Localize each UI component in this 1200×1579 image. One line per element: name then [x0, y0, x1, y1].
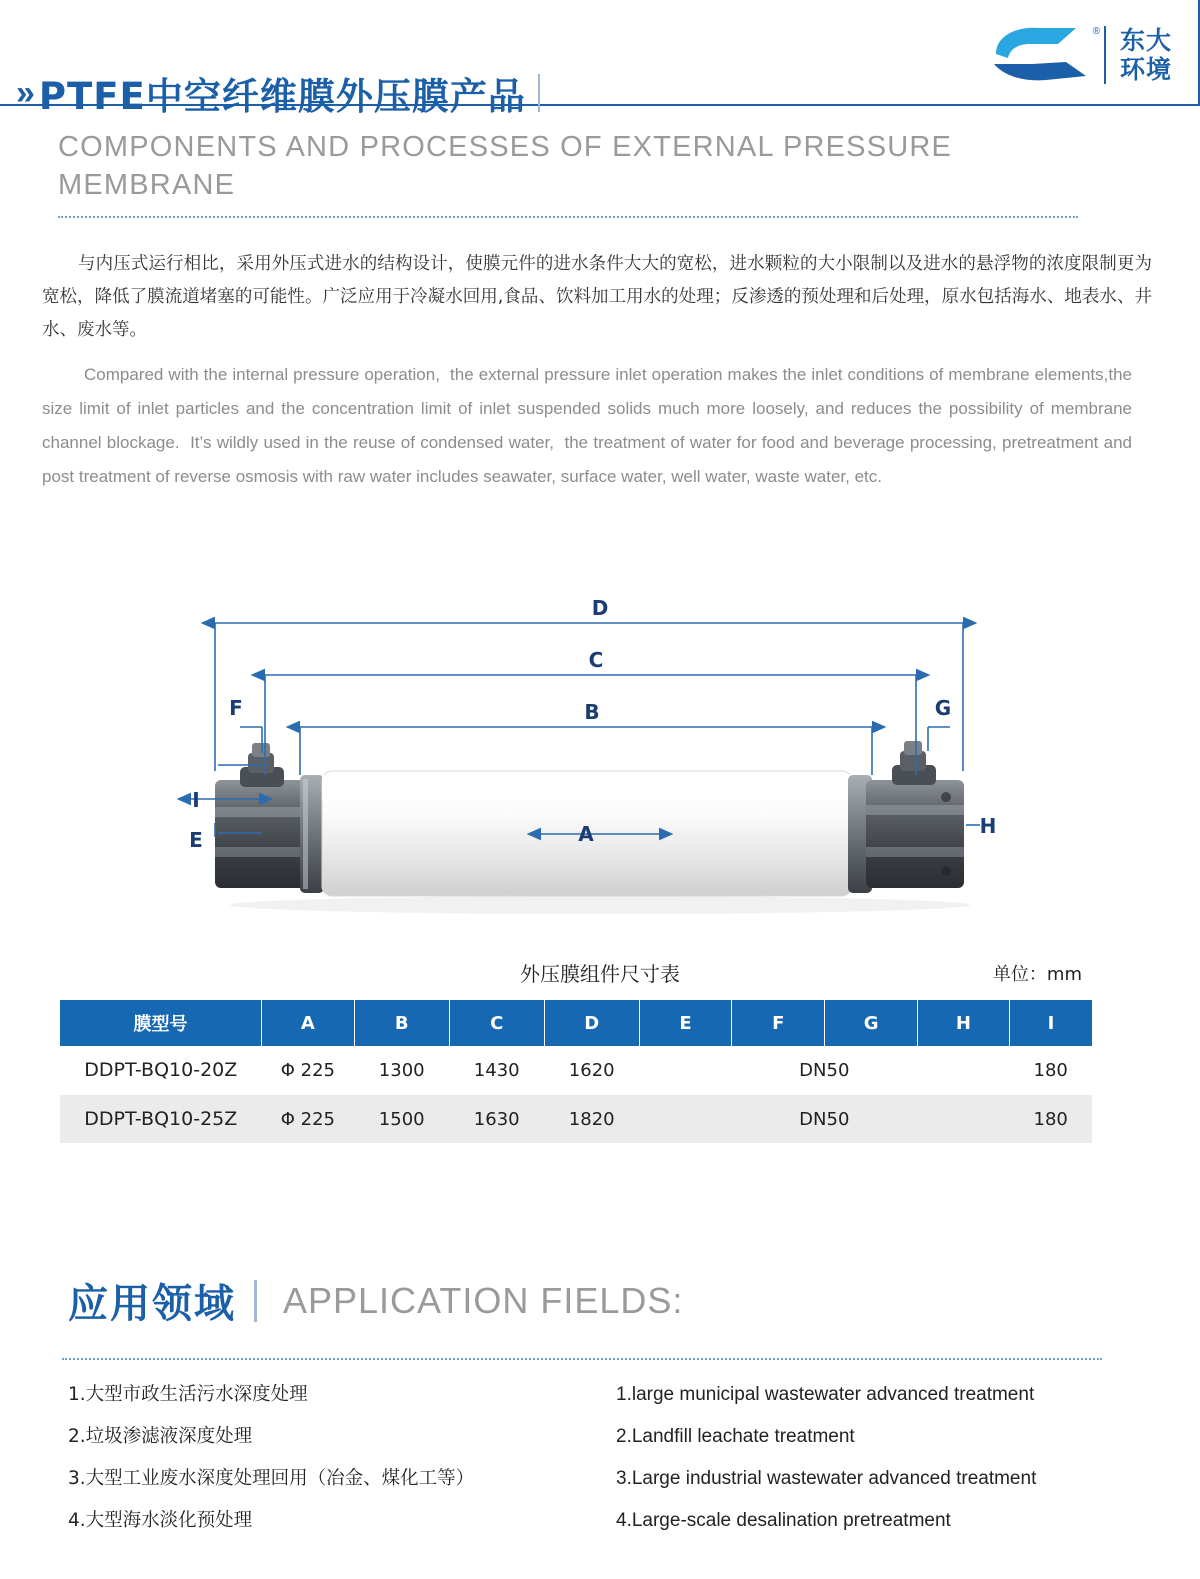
list-item: 3.大型工业废水深度处理回用（冶金、煤化工等）: [68, 1468, 475, 1489]
page-subtitle: COMPONENTS AND PROCESSES OF EXTERNAL PRESSURE MEMBRANE: [58, 131, 953, 201]
chevron-right-icon: »: [16, 74, 29, 112]
cell-model: DDPT-BQ10-20Z: [60, 1046, 262, 1095]
col-header-c: C: [449, 1000, 544, 1046]
registered-mark: ®: [1092, 26, 1100, 37]
cell-i: 180: [1009, 1046, 1092, 1095]
cell-model: DDPT-BQ10-25Z: [60, 1095, 262, 1144]
application-list-chinese: [68, 1374, 588, 1542]
logo-divider: [1104, 26, 1106, 84]
col-header-h: H: [918, 1000, 1010, 1046]
col-header-g: G: [825, 1000, 918, 1046]
list-item: 1.大型市政生活污水深度处理: [68, 1384, 308, 1405]
cell-efgh: DN50: [639, 1046, 1009, 1095]
dim-label-D: D: [591, 596, 609, 620]
intro-paragraph-english: Compared with the internal pressure operation, the external pressure inlet operation makes the inlet conditions of membrane elements,the size limit of inlet particles and the concentration limit of inlet suspended solids much more loosely, and reduces the possibility of membrane channel blockage. It’s wildly used in the reuse of condensed water, the treatment of water for food and beverage processing, pretreatment and post treatment of reverse osmosis with raw water includes seawater, surface water, well water, waste water, etc.: [42, 365, 1132, 486]
dim-label-F: F: [229, 696, 243, 720]
title-separator: [538, 74, 540, 112]
dimensions-table: [60, 1000, 1092, 1144]
table-unit-label: 单位：mm: [992, 964, 1082, 985]
dim-label-I: I: [192, 788, 200, 812]
cell-a: Φ 225: [262, 1046, 355, 1095]
cell-d: 1620: [544, 1046, 639, 1095]
col-header-b: B: [354, 1000, 449, 1046]
cell-a: Φ 225: [262, 1095, 355, 1144]
logo-cn-line1: 东大: [1119, 26, 1172, 55]
col-header-i: I: [1009, 1000, 1092, 1046]
ddwi-logo-icon: [990, 24, 1098, 86]
table-header-row: [60, 1000, 1092, 1046]
col-header-model: 膜型号: [60, 1000, 262, 1046]
col-header-e: E: [639, 1000, 732, 1046]
company-logo: [990, 22, 1172, 88]
cell-d: 1820: [544, 1095, 639, 1144]
dim-label-B: B: [584, 700, 600, 724]
col-header-a: A: [262, 1000, 355, 1046]
cell-i: 180: [1009, 1095, 1092, 1144]
application-title-chinese: 应用领域: [68, 1281, 236, 1327]
dim-label-A: A: [578, 822, 594, 846]
application-list-english: [616, 1374, 1136, 1542]
cell-c: 1430: [449, 1046, 544, 1095]
page-title-row: [16, 66, 540, 120]
application-dotted-separator: [62, 1358, 1102, 1360]
cell-efgh: DN50: [639, 1095, 1009, 1144]
logo-cn-line2: 环境: [1119, 55, 1172, 84]
dim-label-C: C: [588, 648, 604, 672]
list-item: 4.大型海水淡化预处理: [68, 1510, 253, 1531]
col-header-d: D: [544, 1000, 639, 1046]
header-dotted-separator: [58, 216, 1078, 218]
list-item: 3.Large industrial wastewater advanced treatment: [616, 1468, 1037, 1489]
table-caption: 外压膜组件尺寸表: [520, 962, 680, 986]
list-item: 1.large municipal wastewater advanced treatment: [616, 1384, 1035, 1405]
application-title-divider: [254, 1280, 257, 1322]
list-item: 2.垃圾渗滤液深度处理: [68, 1426, 253, 1447]
cell-c: 1630: [449, 1095, 544, 1144]
application-title-english: APPLICATION FIELDS:: [283, 1279, 684, 1321]
table-row: [60, 1095, 1092, 1144]
intro-paragraph-chinese: 与内压式运行相比，采用外压式进水的结构设计，使膜元件的进水条件大大的宽松，进水颗粒的大小限制以及进水的悬浮物的浓度限制更为宽松，降低了膜流道堵塞的可能性。广泛应用于冷凝水回用,食品、饮料加工用水的处理；反渗透的预处理和后处理，原水包括海水、地表水、井水、废水等。: [42, 254, 1152, 340]
cell-b: 1300: [354, 1046, 449, 1095]
dim-label-G: G: [934, 696, 952, 720]
dim-label-E: E: [189, 828, 203, 852]
page-title: PTFE中空纤维膜外压膜产品: [38, 75, 526, 118]
logo-chinese-name: [1120, 26, 1172, 84]
list-item: 2.Landfill leachate treatment: [616, 1426, 855, 1447]
table-row: [60, 1046, 1092, 1095]
list-item: 4.Large-scale desalination pretreatment: [616, 1510, 951, 1531]
application-fields-heading: [68, 1272, 683, 1329]
col-header-f: F: [732, 1000, 825, 1046]
page-header: [0, 0, 1200, 210]
membrane-module-diagram: [0, 575, 1200, 945]
cell-b: 1500: [354, 1095, 449, 1144]
dim-label-H: H: [979, 814, 997, 838]
